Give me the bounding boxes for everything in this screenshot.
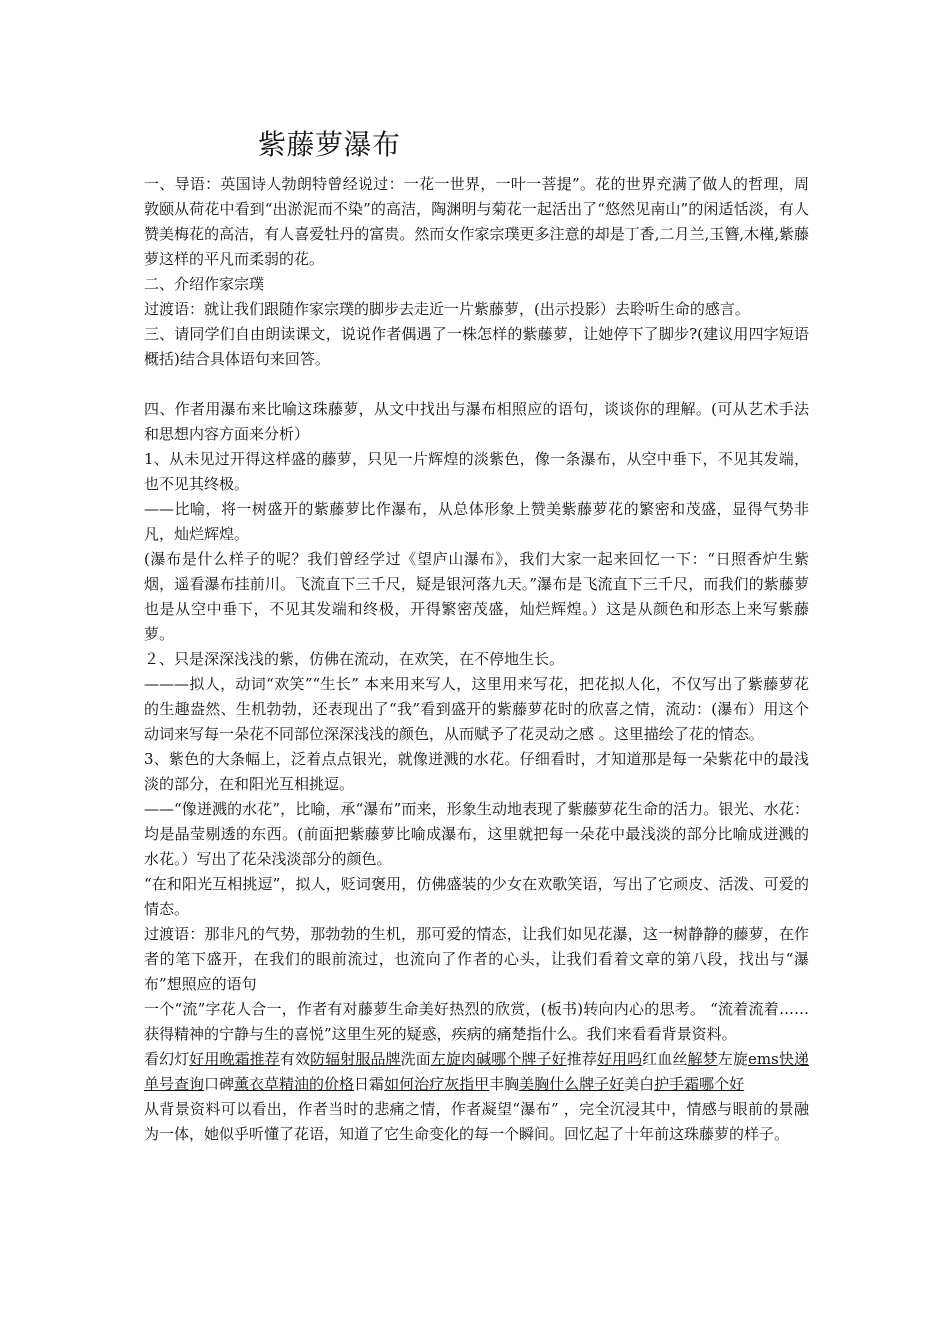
personification-paragraph: “在和阳光互相挑逗”，拟人，贬词褒用，仿佛盛装的少女在欢歌笑语，写出了它顽皮、活泼、可爱的情态。 [144, 875, 809, 918]
quote-three-paragraph: 3、紫色的大条幅上，泛着点点银光，就像迸溅的水花。仔细看时，才知道那是每一朵紫花中的最浅淡的部分，在和阳光互相挑逗。 [144, 750, 809, 793]
ad-link-good-to-use[interactable]: 好用吗 [596, 1050, 643, 1068]
ad-text-segment: 日霜 [354, 1075, 385, 1093]
document-body [144, 172, 809, 1147]
closing-paragraph: 从背景资料可以看出，作者当时的悲痛之情，作者凝望“瀑布” ，完全沉浸其中，情感与眼前的景融为一体，她似乎听懂了花语，知道了它生命变化的每一个瞬间。回忆起了十年前这珠藤萝的样子。 [144, 1100, 809, 1143]
analysis-three-paragraph: ——“像迸溅的水花”，比喻，承“瀑布”而来，形象生动地表现了紫藤萝花生命的活力。银光、水花：均是晶莹剔透的东西。(前面把紫藤萝比喻成瀑布，这里就把每一朵花中最浅淡的部分比喻成迸溅的水花。）写出了花朵浅淡部分的颜色。 [144, 800, 809, 868]
ad-text-segment: 看幻灯 [144, 1050, 190, 1068]
paragraph-spacer [144, 372, 809, 397]
ad-text-segment: 推荐 [566, 1050, 597, 1068]
transition-paragraph: 过渡语：就让我们跟随作家宗璞的脚步去走近一片紫藤萝，(出示投影）去聆听生命的感言。 [144, 300, 750, 318]
ad-link-radiation-suit[interactable]: 防辐射服品牌 [310, 1050, 401, 1068]
ad-text-segment: 丰胸 [489, 1075, 520, 1093]
ad-link-l-carnitine[interactable]: 左旋肉碱哪个牌子好 [430, 1050, 567, 1068]
section-heading-author: 二、介绍作家宗璞 [144, 275, 265, 293]
ad-text-segment: 美白 [624, 1075, 655, 1093]
analysis-two-paragraph: ———拟人，动词“欢笑”“生长” 本来用来写人，这里用来写花，把花拟人化，不仅写出了紫藤萝花的生趣盎然、生机勃勃，还表现出了“我”看到盛开的紫藤萝花时的欣喜之情，流动：(瀑布）用这个动词来写每一朵花不同部位深深浅浅的颜色，从而赋予了花灵动之感 。这里描绘了花的情态。 [144, 675, 809, 743]
reading-task-paragraph: 三、请同学们自由朗读课文，说说作者偶遇了一株怎样的紫藤萝，让她停下了脚步?(建议用四字短语概括)结合具体语句来回答。 [144, 325, 809, 368]
waterfall-note-paragraph: (瀑布是什么样子的呢？我们曾经学过《望庐山瀑布》，我们大家一起来回忆一下：“日照香炉生紫烟，遥看瀑布挂前川。飞流直下三千尺，疑是银河落九天。”瀑布是飞流直下三千尺，而我们的紫藤萝也是从空中垂下，不见其发端和终极，开得繁密茂盛，灿烂辉煌。）这是从颜色和形态上来写紫藤萝。 [144, 550, 809, 643]
ad-link-dream-interpretation[interactable]: 解梦 [687, 1050, 718, 1068]
waterfall-question-paragraph: 四、作者用瀑布来比喻这珠藤萝，从文中找出与瀑布相照应的语句，谈谈你的理解。(可从艺术手法和思想内容方面来分析） [144, 400, 809, 443]
intro-paragraph: 一、导语：英国诗人勃朗特曾经说过：一花一世界，一叶一菩提”。花的世界充满了做人的哲理，周敦颐从荷花中看到“出淤泥而不染”的高洁，陶渊明与菊花一起活出了“悠然见南山”的闲适恬淡，有人赞美梅花的高洁，有人喜爱牡丹的富贵。然而女作家宗璞更多注意的却是丁香,二月兰,玉簪,木槿,紫藤萝这样的平凡而柔弱的花。 [144, 175, 809, 268]
ad-link-lavender-oil[interactable]: 薰衣草精油的价格 [234, 1075, 355, 1093]
ad-text-segment: 口碑 [204, 1075, 235, 1093]
ad-text-segment: 左旋 [717, 1050, 748, 1068]
transition-two-paragraph: 过渡语：那非凡的气势，那勃勃的生机，那可爱的情态，让我们如见花瀑，这一树静静的藤萝，在作者的笔下盛开，在我们的眼前流过，也流向了作者的心头，让我们看着文章的第八段，找出与“瀑布”想照应的语句 [144, 925, 809, 993]
ad-text-segment: 洗面 [400, 1050, 431, 1068]
reflection-paragraph: 一个“流”字花人合一，作者有对藤萝生命美好热烈的欣赏，(板书)转向内心的思考。 “流着流着……获得精神的宁静与生的喜悦”这里生死的疑惑，疾病的痛楚指什么。我们来看看背景资料。 [144, 1000, 809, 1043]
ad-link-nail-treatment[interactable]: 如何治疗灰指甲 [384, 1075, 490, 1093]
ad-link-night-cream[interactable]: 好用晚霜推荐 [189, 1050, 280, 1068]
quote-one-paragraph: 1、从未见过开得这样盛的藤萝，只见一片辉煌的淡紫色，像一条瀑布，从空中垂下，不见其发端，也不见其终极。 [144, 450, 809, 493]
background-ad-links [144, 1047, 809, 1097]
analysis-one-paragraph: ——比喻，将一树盛开的紫藤萝比作瀑布，从总体形象上赞美紫藤萝花的繁密和茂盛，显得气势非凡，灿烂辉煌。 [144, 500, 809, 543]
ad-link-ems-tracking[interactable]: ems快递单号查询 [144, 1050, 809, 1093]
ad-link-chest-brand[interactable]: 美胸什么牌子好 [519, 1075, 625, 1093]
ad-text-segment: 红血丝 [642, 1050, 688, 1068]
ad-text-segment: 有效 [279, 1050, 311, 1068]
quote-two-paragraph: ２、只是深深浅浅的紫，仿佛在流动，在欢笑，在不停地生长。 [144, 650, 565, 668]
ad-link-hand-cream[interactable]: 护手霜哪个好 [654, 1075, 745, 1093]
document-title: 紫藤萝瀑布 [258, 128, 401, 161]
